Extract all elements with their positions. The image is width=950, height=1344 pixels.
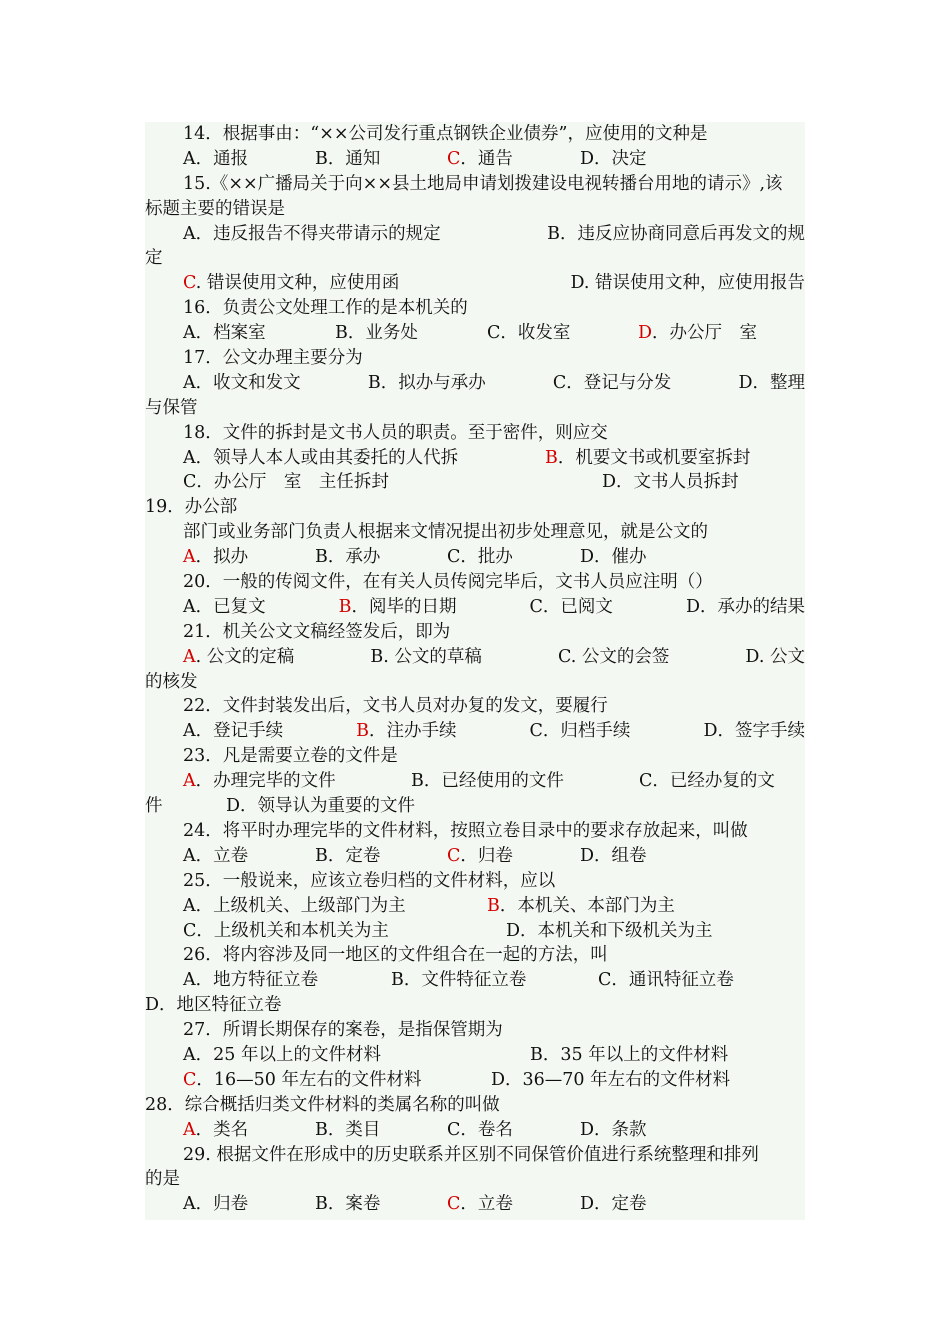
q23-options-abc <box>145 769 805 794</box>
q17-option-c: C．登记与分发 <box>552 372 672 393</box>
document-page <box>145 122 805 1220</box>
q15-option-b: B．违反应协商同意后再发文的规 <box>547 223 805 244</box>
q14-stem: 14．根据事由：“××公司发行重点钢铁企业债券”，应使用的文种是 <box>183 124 708 144</box>
q18-option-c: C．办公厅 室 主任拆封 <box>183 472 389 493</box>
q25-option-d: D．本机关和下级机关为主 <box>506 920 713 941</box>
q29-option-c: C．立卷 <box>447 1194 513 1215</box>
q19-stem: 19．办公部 <box>145 497 238 518</box>
q25-option-b: B．本机关、本部门为主 <box>487 895 675 916</box>
q14-option-a: A．通报 <box>183 148 249 169</box>
q17-option-a: A．收文和发文 <box>183 372 301 393</box>
q22-option-d: D．签字手续 <box>703 721 805 742</box>
q17-option-d-cont: 与保管 <box>145 397 198 418</box>
q23-option-a: A．办理完毕的文件 <box>183 771 336 792</box>
q19-option-a: A．拟办 <box>183 547 249 568</box>
q27-option-b: B．35 年以上的文件材料 <box>530 1044 729 1065</box>
q19-option-d: D．催办 <box>580 547 647 568</box>
q22-option-a: A．登记手续 <box>183 721 284 742</box>
q25-option-c: C．上级机关和本机关为主 <box>183 920 389 941</box>
q26-stem: 26．将内容涉及同一地区的文件组合在一起的方法，叫 <box>183 945 608 966</box>
q24-options <box>145 844 805 869</box>
q23-option-c: C．已经办复的文 <box>639 771 775 792</box>
q29-option-d: D．定卷 <box>580 1194 647 1215</box>
q18-option-a: A．领导人本人或由其委托的人代拆 <box>183 447 459 468</box>
q25-options-ab <box>145 894 805 919</box>
q21-option-d-cont: 的核发 <box>145 671 198 692</box>
q20-option-a: A．已复文 <box>183 596 266 617</box>
q15-option-b-cont: 定 <box>145 248 163 269</box>
q16-option-a: A．档案室 <box>183 323 266 344</box>
q18-option-b: B．机要文书或机要室拆封 <box>545 447 751 468</box>
q28-option-b: B．类目 <box>315 1119 381 1140</box>
q18-stem: 18．文件的拆封是文书人员的职责。至于密件，则应交 <box>183 422 608 443</box>
q21-option-a: A. 公文的定稿 <box>183 646 295 667</box>
q24-option-d: D．组卷 <box>580 845 647 866</box>
q21-option-d: D. 公文 <box>745 646 805 667</box>
q19-stem-cont: 部门或业务部门负责人根据来文情况提出初步处理意见，就是公文的 <box>183 522 708 543</box>
q29-option-a: A．归卷 <box>183 1194 249 1215</box>
q15-stem-cont: 标题主要的错误是 <box>145 198 285 219</box>
q15-option-c: C. 错误使用文种，应使用函 <box>183 273 400 294</box>
q23-option-d: D．领导认为重要的文件 <box>226 796 416 817</box>
q27-stem: 27．所谓长期保存的案卷，是指保管期为 <box>183 1020 503 1041</box>
q24-option-b: B．定卷 <box>315 845 381 866</box>
q26-option-c: C．通讯特征立卷 <box>598 970 734 991</box>
q17-option-b: B．拟办与承办 <box>367 372 486 393</box>
q22-option-b: B．注办手续 <box>356 721 457 742</box>
q16-option-b: B．业务处 <box>335 323 418 344</box>
q20-options <box>145 595 805 620</box>
q19-options <box>145 545 805 570</box>
q23-option-b: B．已经使用的文件 <box>411 771 564 792</box>
q16-stem: 16．负责公文处理工作的是本机关的 <box>183 298 468 319</box>
q17-options <box>145 371 805 396</box>
q28-stem: 28．综合概括归类文件材料的类属名称的叫做 <box>145 1094 500 1115</box>
q15-option-d: D. 错误使用文种，应使用报告 <box>570 273 805 294</box>
q25-options-cd <box>145 919 805 944</box>
q25-stem: 25．一般说来，应该立卷归档的文件材料，应以 <box>183 870 556 891</box>
q18-option-d: D．文书人员拆封 <box>602 472 739 493</box>
q17-option-d: D．整理 <box>738 372 805 393</box>
q20-option-d: D．承办的结果 <box>685 596 805 617</box>
q15-options-cd <box>145 271 805 296</box>
q29-option-b: B．案卷 <box>315 1194 381 1215</box>
q21-stem: 21．机关公文文稿经签发后，即为 <box>183 621 451 642</box>
q18-options-ab <box>145 446 805 471</box>
q23-option-c-cont: 件 <box>145 796 163 817</box>
q26-options-abc <box>145 968 805 993</box>
q15-stem: 15.《××广播局关于向××县土地局申请划拨建设电视转播台用地的请示》,该 <box>183 173 783 194</box>
q15-option-a: A．违反报告不得夹带请示的规定 <box>183 223 441 244</box>
q29-options <box>145 1192 805 1217</box>
q20-stem: 20．一般的传阅文件，在有关人员传阅完毕后，文书人员应注明（） <box>183 572 713 593</box>
q18-options-cd <box>145 470 805 495</box>
q24-option-a: A．立卷 <box>183 845 249 866</box>
q14-option-b: B．通知 <box>315 148 381 169</box>
q28-options <box>145 1118 805 1143</box>
q22-stem: 22．文件封装发出后，文书人员对办复的发文，要履行 <box>183 696 608 717</box>
q29-stem-cont: 的是 <box>145 1169 180 1190</box>
q27-options-ab <box>145 1043 805 1068</box>
q14-option-d: D．决定 <box>580 148 647 169</box>
q14-options <box>145 147 805 172</box>
q19-option-b: B．承办 <box>315 547 381 568</box>
q28-option-a: A．类名 <box>183 1119 249 1140</box>
q25-option-a: A．上级机关、上级部门为主 <box>183 895 406 916</box>
q21-option-c: C. 公文的会签 <box>557 646 670 667</box>
q19-option-c: C．批办 <box>447 547 513 568</box>
q24-stem: 24．将平时办理完毕的文件材料，按照立卷目录中的要求存放起来，叫做 <box>183 820 748 841</box>
q23-options-d-line <box>145 794 805 819</box>
q16-option-c: C．收发室 <box>487 323 571 344</box>
q16-option-d: D．办公厅 室 <box>638 323 758 344</box>
q20-option-c: C．已阅文 <box>529 596 613 617</box>
q29-stem: 29. 根据文件在形成中的历史联系并区别不同保管价值进行系统整理和排列 <box>183 1144 759 1165</box>
q20-option-b: B．阅毕的日期 <box>338 596 457 617</box>
q26-option-b: B．文件特征立卷 <box>391 970 527 991</box>
q21-option-b: B. 公文的草稿 <box>370 646 482 667</box>
q27-options-cd <box>145 1068 805 1093</box>
q16-options <box>145 321 805 346</box>
q26-option-d: D．地区特征立卷 <box>145 995 282 1016</box>
q22-options <box>145 719 805 744</box>
q23-stem: 23．凡是需要立卷的文件是 <box>183 746 398 767</box>
q27-option-c: C．16—50 年左右的文件材料 <box>183 1069 422 1090</box>
q15-options-ab <box>145 222 805 247</box>
q24-option-c: C．归卷 <box>447 845 513 866</box>
q28-option-c: C．卷名 <box>447 1119 513 1140</box>
q22-option-c: C．归档手续 <box>529 721 631 742</box>
q21-options <box>145 645 805 670</box>
q27-option-a: A．25 年以上的文件材料 <box>183 1044 381 1065</box>
q17-stem: 17．公文办理主要分为 <box>183 348 363 369</box>
q26-option-a: A．地方特征立卷 <box>183 970 319 991</box>
q14-option-c: C．通告 <box>447 148 513 169</box>
q27-option-d: D．36—70 年左右的文件材料 <box>491 1069 731 1090</box>
q28-option-d: D．条款 <box>580 1119 647 1140</box>
